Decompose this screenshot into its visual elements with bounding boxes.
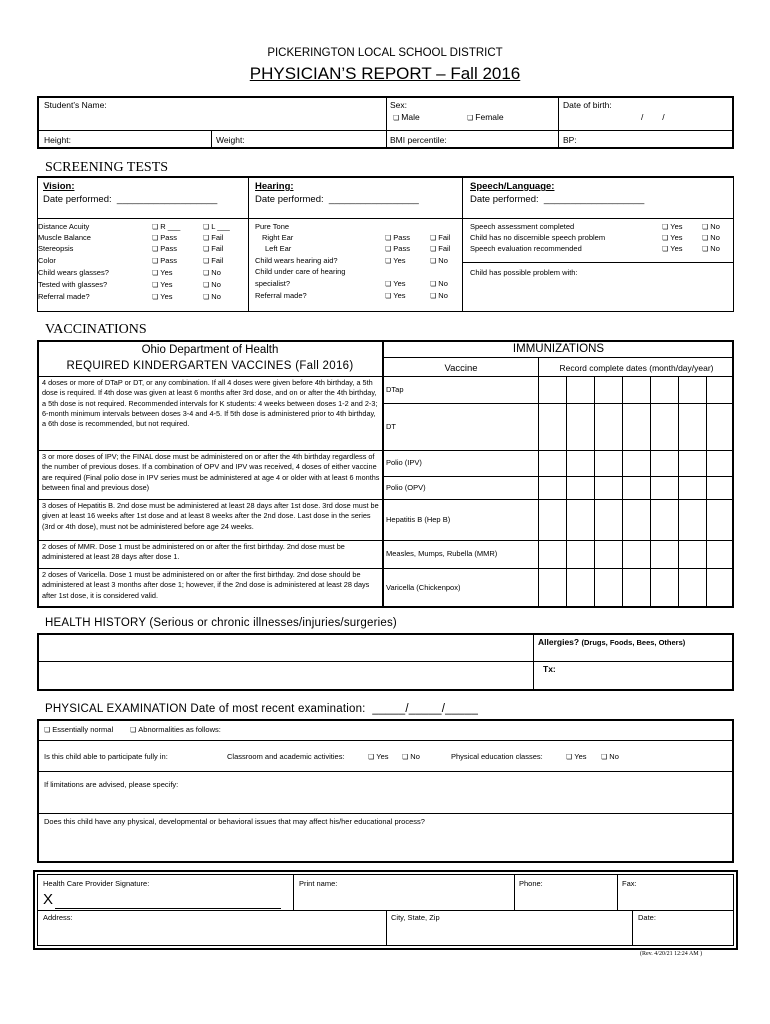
immunization-date-cell[interactable] (539, 404, 566, 450)
vision-row-option-a[interactable]: ❏ Yes (152, 280, 173, 291)
immunization-date-cell[interactable] (707, 541, 733, 568)
district-name: PICKERINGTON LOCAL SCHOOL DISTRICT (267, 47, 503, 59)
classroom-no-checkbox[interactable]: ❏ No (402, 752, 420, 763)
hearing-referral-yes-checkbox[interactable]: ❏ Yes (385, 291, 406, 302)
male-checkbox[interactable]: ❏ Male (393, 112, 420, 124)
vision-row-option-b[interactable]: ❏ L ___ (203, 222, 230, 233)
immunization-date-cell[interactable] (679, 404, 706, 450)
city-state-zip-field[interactable]: City, State, Zip (391, 913, 440, 922)
immunization-date-cell[interactable] (707, 377, 733, 403)
left-ear-fail-checkbox[interactable]: ❏ Fail (430, 244, 450, 255)
hearing-aid-label: Child wears hearing aid? (255, 256, 338, 265)
print-name-field[interactable]: Print name: (299, 879, 338, 888)
speech-row-label: Speech assessment completed (470, 222, 575, 231)
participate-label: Is this child able to participate fully in: (44, 752, 168, 761)
immunization-date-cell[interactable] (623, 377, 650, 403)
sex-label: Sex: (390, 100, 408, 110)
bmi-field[interactable]: BMI percentile: (390, 135, 447, 145)
immunization-date-cell[interactable] (567, 569, 594, 607)
classroom-yes-checkbox[interactable]: ❏ Yes (368, 752, 389, 763)
immunization-date-cell[interactable] (651, 404, 678, 450)
vision-row-option-b[interactable]: ❏ Fail (203, 244, 223, 255)
hearing-aid-no-checkbox[interactable]: ❏ No (430, 256, 448, 267)
speech-no-checkbox[interactable]: ❏ No (702, 233, 720, 244)
height-field[interactable]: Height: (44, 135, 71, 145)
speech-possible-field[interactable]: Child has possible problem with: (470, 268, 578, 277)
immunization-date-cell[interactable] (595, 541, 622, 568)
speech-yes-checkbox[interactable]: ❏ Yes (662, 222, 683, 233)
issues-field[interactable]: Does this child have any physical, developmental or behavioral issues that may affect his/her educational process? (44, 817, 425, 826)
immunization-date-cell[interactable] (651, 477, 678, 499)
immunization-date-cell[interactable] (679, 500, 706, 540)
immunization-date-cell[interactable] (595, 477, 622, 499)
immunization-date-cell[interactable] (651, 377, 678, 403)
vision-row-label: Referral made? (38, 292, 90, 301)
signature-line[interactable] (55, 908, 281, 909)
classroom-label: Classroom and academic activities: (227, 752, 345, 761)
pure-tone-label: Pure Tone (255, 222, 290, 231)
vision-row-option-a[interactable]: ❏ R ___ (152, 222, 180, 233)
hearing-care-yes-checkbox[interactable]: ❏ Yes (385, 279, 406, 290)
speech-yes-checkbox[interactable]: ❏ Yes (662, 233, 683, 244)
speech-no-checkbox[interactable]: ❏ No (702, 244, 720, 255)
speech-no-checkbox[interactable]: ❏ No (702, 222, 720, 233)
vaccine-name: Measles, Mumps, Rubella (MMR) (386, 549, 498, 558)
limitations-field[interactable]: If limitations are advised, please specify: (44, 780, 179, 789)
health-history-heading: HEALTH HISTORY (Serious or chronic illnesses/injuries/surgeries) (45, 617, 397, 629)
dob-field[interactable]: / / (641, 112, 665, 122)
immunization-date-cell[interactable] (539, 477, 566, 499)
physical-exam-heading: PHYSICAL EXAMINATION Date of most recent examination: _____/_____/_____ (45, 703, 479, 715)
immunization-date-cell[interactable] (595, 404, 622, 450)
vision-row-option-b[interactable]: ❏ No (203, 280, 221, 291)
vision-row-option-a[interactable]: ❏ Pass (152, 256, 177, 267)
vaccine-rule-text: 2 doses of Varicella. Dose 1 must be administered on or after the first birthday. 2nd dose should be administered at least 3 months after dose 1; however, if the 2nd dose is administered at least 28 days after 1st dose, it is considered valid. (42, 570, 370, 600)
immunization-date-cell[interactable] (707, 477, 733, 499)
required-vaccines-label: REQUIRED KINDERGARTEN VACCINES (Fall 2016) (66, 360, 354, 372)
vision-row-label: Distance Acuity (38, 222, 90, 231)
immunization-date-cell[interactable] (623, 404, 650, 450)
speech-row-label: Child has no discernible speech problem (470, 233, 606, 242)
odh-label: Ohio Department of Health (141, 344, 279, 356)
essentially-normal-checkbox[interactable]: ❏ Essentially normal (44, 725, 113, 736)
immunization-date-cell[interactable] (567, 404, 594, 450)
vaccine-rule-text: 3 doses of Hepatitis B. 2nd dose must be administered at least 28 days after 1st dose. 3rd dose must be given at least 16 weeks after 1st dose and at least 8 weeks after the 2nd dose. Last dose in the series (3rd or 4th dose), must not be administered before age 24 weeks. (42, 501, 379, 531)
immunization-date-cell[interactable] (539, 569, 566, 607)
vision-row-option-a[interactable]: ❏ Yes (152, 292, 173, 303)
student-name-field[interactable]: Student’s Name: (44, 100, 107, 110)
immunization-date-cell[interactable] (707, 500, 733, 540)
pe-yes-checkbox[interactable]: ❏ Yes (566, 752, 587, 763)
weight-field[interactable]: Weight: (216, 135, 245, 145)
vaccine-name: Hepatitis B (Hep B) (386, 514, 451, 524)
vision-row-option-b[interactable]: ❏ Fail (203, 233, 223, 244)
pe-label: Physical education classes: (451, 752, 543, 761)
hearing-specialist-label: specialist? (255, 279, 291, 288)
speech-date-field[interactable]: Date performed: ___________________ (470, 194, 645, 205)
signature-x-mark: X (43, 891, 54, 908)
vision-row-option-a[interactable]: ❏ Yes (152, 268, 173, 279)
right-ear-pass-checkbox[interactable]: ❏ Pass (385, 233, 410, 244)
immunization-date-cell[interactable] (567, 451, 594, 476)
vaccine-name: Polio (OPV) (386, 482, 426, 492)
vaccine-rule-text: 3 or more doses of IPV; the FINAL dose must be administered on or after the 4th birthday regardless of the number of previous doses. If a combination of OPV and IPV was received, 4 doses of either vaccine are required (Final polio dose in IPV series must be administered at age 4 or older with at least 6 months between final and previous dose) (42, 452, 380, 492)
immunization-date-cell[interactable] (707, 404, 733, 450)
vaccine-rule-text: 2 doses of MMR. Dose 1 must be administered on or after the first birthday. 2nd dose must be administered at least 28 days after dose 1. (42, 542, 345, 562)
immunization-date-cell[interactable] (679, 477, 706, 499)
immunization-date-cell[interactable] (679, 541, 706, 568)
date-field[interactable]: Date: (638, 913, 656, 922)
immunization-date-cell[interactable] (623, 477, 650, 499)
vaccinations-heading: VACCINATIONS (45, 322, 147, 337)
hearing-aid-yes-checkbox[interactable]: ❏ Yes (385, 256, 406, 267)
vision-row-option-a[interactable]: ❏ Pass (152, 233, 177, 244)
right-ear-label: Right Ear (262, 233, 294, 242)
immunization-date-cell[interactable] (567, 477, 594, 499)
hearing-referral-label: Referral made? (255, 291, 307, 300)
immunization-date-cell[interactable] (567, 500, 594, 540)
vision-row-label: Color (38, 256, 56, 265)
hearing-care-label: Child under care of hearing (255, 267, 346, 276)
vision-row-label: Stereopsis (38, 244, 74, 253)
vision-row-label: Muscle Balance (38, 233, 91, 242)
revision-note: (Rev. 4/20/21 12:24 AM ) (640, 951, 703, 957)
speech-row-label: Speech evaluation recommended (470, 244, 582, 253)
immunization-date-cell[interactable] (539, 451, 566, 476)
immunization-date-cell[interactable] (623, 541, 650, 568)
left-ear-label: Left Ear (265, 244, 292, 253)
phone-field[interactable]: Phone: (519, 879, 543, 888)
immunization-date-cell[interactable] (679, 377, 706, 403)
immunization-date-cell[interactable] (707, 451, 733, 476)
tx-field[interactable]: Tx: (543, 664, 556, 674)
record-dates-column-header: Record complete dates (month/day/year) (559, 363, 714, 373)
hearing-care-no-checkbox[interactable]: ❏ No (430, 279, 448, 290)
speech-title: Speech/Language: (470, 181, 555, 192)
left-ear-pass-checkbox[interactable]: ❏ Pass (385, 244, 410, 255)
immunization-date-cell[interactable] (595, 451, 622, 476)
immunization-date-cell[interactable] (595, 377, 622, 403)
hearing-date-field[interactable]: Date performed: _________________ (255, 194, 419, 205)
immunizations-label: IMMUNIZATIONS (512, 343, 605, 355)
vaccine-name: Varicella (Chickenpox) (386, 582, 461, 592)
immunization-date-cell[interactable] (567, 377, 594, 403)
screening-heading: SCREENING TESTS (45, 160, 169, 175)
fax-field[interactable]: Fax: (622, 879, 637, 888)
vision-row-option-a[interactable]: ❏ Pass (152, 244, 177, 255)
immunization-date-cell[interactable] (651, 451, 678, 476)
vision-row-option-b[interactable]: ❏ Fail (203, 256, 223, 267)
pe-no-checkbox[interactable]: ❏ No (601, 752, 619, 763)
vaccine-column-header: Vaccine (444, 363, 478, 374)
immunization-date-cell[interactable] (651, 500, 678, 540)
immunization-date-cell[interactable] (539, 377, 566, 403)
immunization-date-cell[interactable] (623, 451, 650, 476)
immunization-date-cell[interactable] (651, 541, 678, 568)
abnormalities-checkbox[interactable]: ❏ Abnormalities as follows: (130, 725, 221, 736)
vision-row-label: Tested with glasses? (38, 280, 108, 289)
vision-row-option-b[interactable]: ❏ No (203, 292, 221, 303)
immunization-date-cell[interactable] (595, 569, 622, 607)
speech-yes-checkbox[interactable]: ❏ Yes (662, 244, 683, 255)
allergies-field[interactable]: Allergies? (Drugs, Foods, Bees, Others) (538, 637, 686, 647)
signature-label: Health Care Provider Signature: (43, 879, 150, 888)
vision-row-option-b[interactable]: ❏ No (203, 268, 221, 279)
vaccine-name: DTap (386, 384, 404, 394)
bp-field[interactable]: BP: (563, 135, 577, 145)
page-title: PHYSICIAN’S REPORT – Fall 2016 (249, 64, 521, 83)
immunization-date-cell[interactable] (623, 500, 650, 540)
female-checkbox[interactable]: ❏ Female (467, 112, 504, 124)
immunization-date-cell[interactable] (595, 500, 622, 540)
vaccine-rule-text: 4 doses or more of DTaP or DT, or any combination. If all 4 doses were given before 4th birthday, a 5th dose is required. If 4th dose was given at least 6 months after 3rd dose, and on or after the 4th birthday, a 5th dose is not required. Recommended intervals for K students: 4 weeks between doses 1-2 and 2-3; 6-month minimum intervals between doses 3-4 and 4-5. If 5th dose is administered prior to 4th birthday, a 6th dose is recommended, but not required. (42, 378, 378, 429)
immunization-date-cell[interactable] (651, 569, 678, 607)
vaccine-name: DT (386, 421, 396, 431)
hearing-referral-no-checkbox[interactable]: ❏ No (430, 291, 448, 302)
right-ear-fail-checkbox[interactable]: ❏ Fail (430, 233, 450, 244)
vision-title: Vision: (43, 181, 75, 192)
immunization-date-cell[interactable] (679, 569, 706, 607)
immunization-date-cell[interactable] (539, 541, 566, 568)
hearing-title: Hearing: (255, 181, 294, 192)
vision-row-label: Child wears glasses? (38, 268, 109, 277)
immunization-date-cell[interactable] (623, 569, 650, 607)
vaccine-name: Polio (IPV) (386, 458, 422, 467)
immunization-date-cell[interactable] (679, 451, 706, 476)
address-field[interactable]: Address: (43, 913, 73, 922)
immunization-date-cell[interactable] (707, 569, 733, 607)
immunization-date-cell[interactable] (567, 541, 594, 568)
vision-date-field[interactable]: Date performed: ___________________ (43, 194, 218, 205)
immunization-date-cell[interactable] (539, 500, 566, 540)
dob-label: Date of birth: (563, 100, 612, 110)
